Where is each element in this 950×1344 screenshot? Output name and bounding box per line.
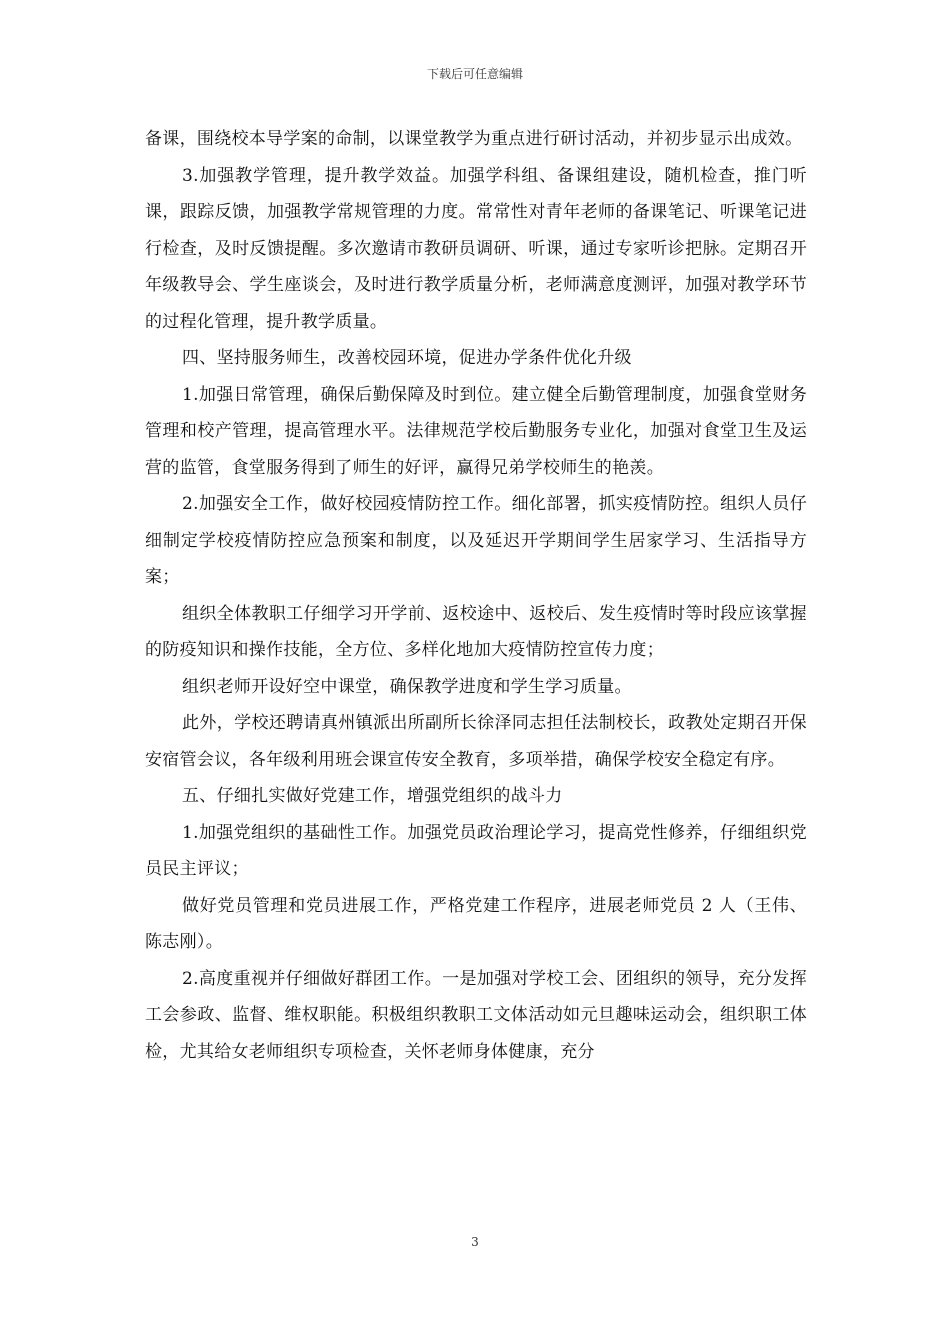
paragraph-continued: 备课，围绕校本导学案的命制，以课堂教学为重点进行研讨活动，并初步显示出成效。 <box>145 129 803 149</box>
paragraph-safety-work: 2.加强安全工作，做好校园疫情防控工作。细化部署，抓实疫情防控。组织人员仔细制定学校疫情防控应急预案和制度，以及延迟开学期间学生居家学习、生活指导方案； <box>145 494 807 587</box>
paragraph-legal-principal: 此外，学校还聘请真州镇派出所副所长徐泽同志担任法制校长，政教处定期召开保安宿管会议，各年级利用班会课宣传安全教育，多项举措，确保学校安全稳定有序。 <box>145 713 807 770</box>
section-heading-5: 五、仔细扎实做好党建工作，增强党组织的战斗力 <box>182 786 563 806</box>
paragraph-staff-training: 组织全体教职工仔细学习开学前、返校途中、返校后、发生疫情时等时段应该掌握的防疫知识和操作技能，全方位、多样化地加大疫情防控宣传力度； <box>145 603 807 660</box>
paragraph-teaching-management: 3.加强教学管理，提升教学效益。加强学科组、备课组建设，随机检查，推门听课，跟踪反馈，加强教学常规管理的力度。常常性对青年老师的备课笔记、听课笔记进行检查，及时反馈提醒。多次邀请市教研员调研、听课，通过专家听诊把脉。定期召开年级教导会、学生座谈会，及时进行教学质量分析，老师满意度测评，加强对教学环节的过程化管理，提升教学质量。 <box>145 165 807 332</box>
document-body <box>145 121 807 1070</box>
paragraph-online-classes: 组织老师开设好空中课堂，确保教学进度和学生学习质量。 <box>182 676 632 697</box>
paragraph-party-members: 做好党员管理和党员进展工作，严格党建工作程序，进展老师党员 2 人（王伟、陈志刚）。 <box>145 895 807 952</box>
paragraph-daily-management: 1.加强日常管理，确保后勤保障及时到位。建立健全后勤管理制度，加强食堂财务管理和校产管理，提高管理水平。法律规范学校后勤服务专业化，加强对食堂卫生及运营的监管，食堂服务得到了师生的好评，赢得兄弟学校师生的艳羡。 <box>145 384 807 478</box>
page-number: 3 <box>471 1235 479 1249</box>
page-header: 下载后可任意编辑 <box>426 67 523 81</box>
section-heading-4: 四、坚持服务师生，改善校园环境，促进办学条件优化升级 <box>182 348 632 368</box>
paragraph-party-basics: 1.加强党组织的基础性工作。加强党员政治理论学习，提高党性修养，仔细组织党员民主评议； <box>145 822 807 879</box>
paragraph-mass-organizations: 2.高度重视并仔细做好群团工作。一是加强对学校工会、团组织的领导，充分发挥工会参政、监督、维权职能。积极组织教职工文体活动如元旦趣味运动会，组织职工体检，尤其给女老师组织专项检查，关怀老师身体健康，充分 <box>145 968 807 1062</box>
